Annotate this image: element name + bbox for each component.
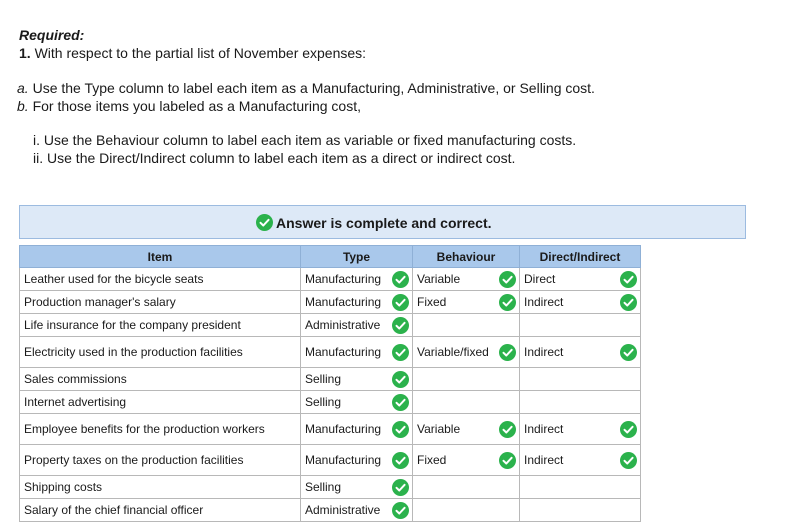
behaviour-cell[interactable] [413, 268, 520, 291]
part-a [17, 80, 595, 96]
item-cell [20, 499, 301, 522]
check-circle-icon [392, 421, 409, 438]
item-text: Property taxes on the production facilities [24, 452, 244, 467]
check-circle-icon [620, 271, 637, 288]
part-b-label: b. [17, 98, 29, 114]
check-circle-icon [392, 317, 409, 334]
direct-indirect-value: Indirect [524, 345, 564, 359]
table-row [20, 291, 641, 314]
column-header-behaviour: Behaviour [413, 246, 520, 268]
type-cell[interactable] [301, 476, 413, 499]
behaviour-cell[interactable] [413, 391, 520, 414]
item-text: Employee benefits for the production workers [24, 421, 265, 436]
direct-indirect-value: Direct [524, 272, 556, 286]
table-header-row [20, 246, 641, 268]
direct-indirect-cell[interactable] [520, 499, 641, 522]
check-circle-icon [392, 502, 409, 519]
direct-indirect-value: Indirect [524, 453, 564, 467]
type-value: Manufacturing [305, 345, 382, 359]
behaviour-cell[interactable] [413, 291, 520, 314]
part-b-i-text: Use the Behaviour column to label each item as variable or fixed manufacturing costs. [43, 132, 577, 148]
part-b-ii [33, 150, 515, 166]
table-row [20, 337, 641, 368]
type-value: Selling [305, 395, 342, 409]
check-circle-icon [392, 294, 409, 311]
item-cell [20, 291, 301, 314]
column-header-direct-indirect: Direct/Indirect [520, 246, 641, 268]
type-cell[interactable] [301, 445, 413, 476]
answer-status-banner [19, 205, 746, 239]
behaviour-cell[interactable] [413, 368, 520, 391]
check-circle-icon [620, 294, 637, 311]
table-row [20, 368, 641, 391]
behaviour-cell[interactable] [413, 314, 520, 337]
table-row [20, 391, 641, 414]
item-cell [20, 368, 301, 391]
part-b-ii-text: Use the Direct/Indirect column to label each item as a direct or indirect cost. [47, 150, 516, 166]
item-text: Leather used for the bicycle seats [24, 271, 204, 286]
direct-indirect-cell[interactable] [520, 337, 641, 368]
type-value: Manufacturing [305, 422, 382, 436]
type-cell[interactable] [301, 368, 413, 391]
column-header-type: Type [301, 246, 413, 268]
item-cell [20, 314, 301, 337]
direct-indirect-cell[interactable] [520, 414, 641, 445]
check-circle-icon [499, 421, 516, 438]
type-cell[interactable] [301, 337, 413, 368]
item-cell [20, 476, 301, 499]
check-circle-icon [620, 344, 637, 361]
type-cell[interactable] [301, 391, 413, 414]
item-text: Electricity used in the production facilities [24, 344, 243, 359]
behaviour-cell[interactable] [413, 445, 520, 476]
table-row [20, 414, 641, 445]
part-b-ii-label: ii. [33, 150, 44, 166]
item-cell [20, 445, 301, 476]
check-circle-icon [620, 421, 637, 438]
type-cell[interactable] [301, 291, 413, 314]
table-row [20, 314, 641, 337]
direct-indirect-cell[interactable] [520, 445, 641, 476]
type-value: Manufacturing [305, 295, 382, 309]
item-cell [20, 414, 301, 445]
item-text: Life insurance for the company president [24, 317, 241, 332]
direct-indirect-cell[interactable] [520, 314, 641, 337]
behaviour-cell[interactable] [413, 414, 520, 445]
behaviour-value: Fixed [417, 453, 447, 467]
direct-indirect-cell[interactable] [520, 291, 641, 314]
type-cell[interactable] [301, 414, 413, 445]
table-row [20, 445, 641, 476]
type-cell[interactable] [301, 499, 413, 522]
direct-indirect-cell[interactable] [520, 476, 641, 499]
type-value: Administrative [305, 318, 381, 332]
answer-status-text: Answer is complete and correct. [276, 214, 492, 231]
check-circle-icon [392, 479, 409, 496]
question-1-text: With respect to the partial list of November expenses: [34, 45, 367, 61]
type-cell[interactable] [301, 268, 413, 291]
type-value: Administrative [305, 503, 381, 517]
behaviour-value: Variable/fixed [417, 345, 489, 359]
check-circle-icon [499, 271, 516, 288]
type-value: Manufacturing [305, 272, 382, 286]
item-cell [20, 268, 301, 291]
direct-indirect-value: Indirect [524, 295, 564, 309]
item-text: Shipping costs [24, 479, 103, 494]
type-cell[interactable] [301, 314, 413, 337]
table-row [20, 499, 641, 522]
part-b-i-label: i. [33, 132, 40, 148]
check-circle-icon [620, 452, 637, 469]
item-text: Salary of the chief financial officer [24, 502, 204, 517]
part-b [17, 98, 361, 114]
check-circle-icon [392, 394, 409, 411]
type-value: Manufacturing [305, 453, 382, 467]
expense-table [19, 245, 641, 522]
direct-indirect-value: Indirect [524, 422, 564, 436]
question-1 [19, 45, 366, 61]
check-circle-icon [499, 344, 516, 361]
table-row [20, 476, 641, 499]
item-cell [20, 337, 301, 368]
check-circle-icon [392, 344, 409, 361]
direct-indirect-cell[interactable] [520, 368, 641, 391]
check-circle-icon [392, 452, 409, 469]
check-circle-icon [499, 452, 516, 469]
required-heading: Required: [19, 27, 85, 43]
type-value: Selling [305, 480, 342, 494]
item-text: Internet advertising [24, 394, 127, 409]
behaviour-value: Variable [417, 272, 461, 286]
part-a-text: Use the Type column to label each item as a Manufacturing, Administrative, or Selling cost. [32, 80, 595, 96]
behaviour-cell[interactable] [413, 476, 520, 499]
part-a-label: a. [17, 80, 29, 96]
behaviour-value: Variable [417, 422, 461, 436]
table-row [20, 268, 641, 291]
check-circle-icon [392, 271, 409, 288]
item-text: Production manager's salary [24, 294, 176, 309]
direct-indirect-cell[interactable] [520, 268, 641, 291]
check-circle-icon [392, 371, 409, 388]
direct-indirect-cell[interactable] [520, 391, 641, 414]
part-b-text: For those items you labeled as a Manufacturing cost, [32, 98, 361, 114]
behaviour-cell[interactable] [413, 499, 520, 522]
behaviour-cell[interactable] [413, 337, 520, 368]
check-circle-icon [256, 214, 273, 231]
item-text: Sales commissions [24, 371, 127, 386]
part-b-i [33, 132, 576, 148]
check-circle-icon [499, 294, 516, 311]
column-header-item: Item [20, 246, 301, 268]
behaviour-value: Fixed [417, 295, 447, 309]
item-cell [20, 391, 301, 414]
type-value: Selling [305, 372, 342, 386]
question-1-number: 1. [19, 45, 31, 61]
